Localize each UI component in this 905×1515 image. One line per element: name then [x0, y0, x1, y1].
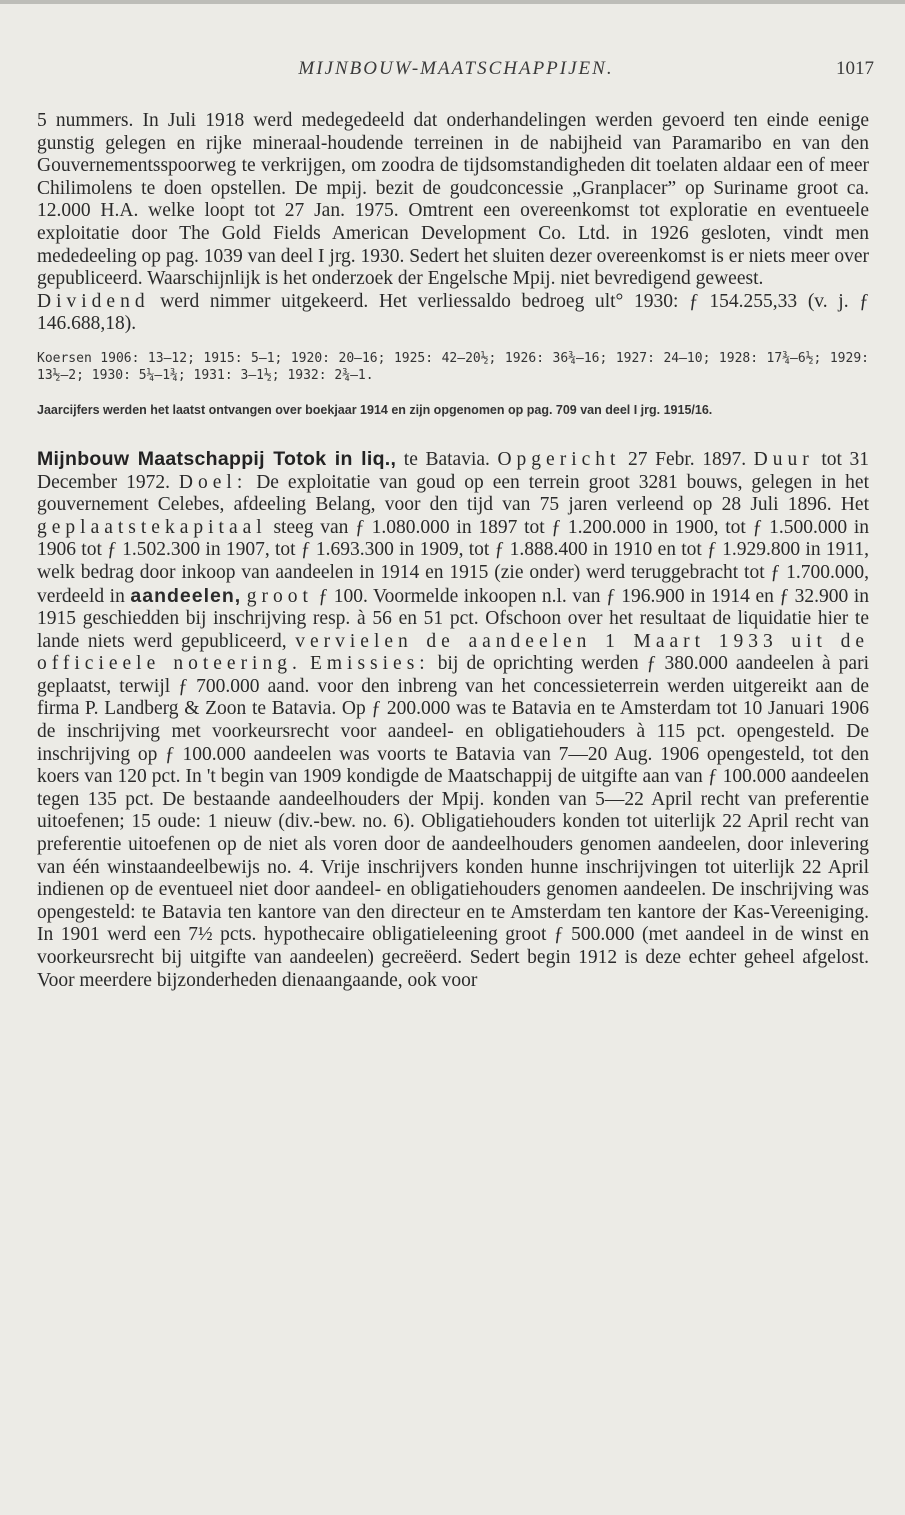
- paragraph-dividend: [37, 291, 869, 336]
- entry-text: steeg van ƒ 1.080.000 in 1897 tot ƒ 1.200.000 in 1900, tot ƒ 1.500.000 in 1906 tot ƒ 1.502.300 in 1907, tot ƒ 1.693.300 in 1909, tot ƒ 1.888.400 in 1910 en tot ƒ 1.929.800 in 1911, welk bedrag door inkoop van aandeelen in 1914 en 1915 (zie onder) werd teruggebracht tot ƒ 1.700.000, verdeeld in: [37, 516, 869, 607]
- koersen-line: Koersen 1906: 13—12; 1915: 5—1; 1920: 20—16; 1925: 42—20½; 1926: 36¾—16; 1927: 24—10; 1928: 17¾—6½; 1929: 13½—2; 1930: 5¼—1¾; 1931: 3—1½; 1932: 2¾—1.: [37, 350, 869, 383]
- dividend-label: Dividend: [37, 290, 150, 312]
- duur-label: Duur: [753, 448, 814, 470]
- entry-text: De exploitatie van goud op een terrein groot 3281 bouws, gelegen in het gouvernement Celebes, afdeeling Belang, voor den tijd van 75 jaren verleend op 28 Juli 1896. Het: [37, 471, 869, 516]
- entry-text: bij de oprichting werden ƒ 380.000 aandeelen à pari geplaatst, terwijl ƒ 700.000 aand. voor den inbreng van het concessieterrein werden uitgereikt aan de firma P. Landberg & Zoon te Batavia. Op ƒ 200.000 was te Batavia en te Amsterdam tot 10 Januari 1906 de inschrijving met voorkeursrecht voor aandeel- en obligatiehouders à 115 pct. opengesteld. De inschrijving op ƒ 100.000 aandeelen was voorts te Batavia van 7—20 Aug. 1906 opengesteld, tot den koers van 120 pct. In 't begin van 1909 kondigde de Maatschappij de uitgifte aan van ƒ 100.000 aandeelen tegen 135 pct. De bestaande aandeelhouders der Mpij. konden van 5—22 April recht van preferentie uitoefenen; 15 oude: 1 nieuw (div.-bew. no. 6). Obligatiehouders konden tot uiterlijk 22 April recht van preferentie uitoefenen op de niet als voren door de aandeelhouders genomen aandeelen, door inlevering van één winstaandeelbewijs no. 4. Vrije inschrijvers konden hunne inschrijvingen tot uiterlijk 22 April indienen op de eventueel niet door aandeel- en obligatiehouders genomen aandeelen. De inschrijving was opengesteld: te Batavia ten kantore van den directeur en te Amsterdam ten kantore der Kas-Vereeniging. In 1901 werd een 7½ pcts. hypothecaire obligatieleening groot ƒ 500.000 (met aandeel in de winst en voorkeursrecht bij uitgifte van aandeelen) gecreëerd. Sedert begin 1912 is deze echter geheel afgelost. Voor meerdere bijzonderheden dienaangaande, ook voor: [37, 653, 870, 991]
- company-entry-totok: [37, 448, 869, 992]
- jaarcijfers-note: Jaarcijfers werden het laatst ontvangen over boekjaar 1914 en zijn opgenomen op pag. 709 van deel I jrg. 1915/16.: [37, 402, 713, 417]
- kapitaal-label: geplaatstekapitaal: [37, 516, 267, 538]
- page-body: [37, 110, 869, 992]
- entry-text: tot 31 December 1972.: [37, 448, 869, 493]
- page-top-edge: [0, 0, 905, 4]
- page-header: [36, 58, 876, 90]
- company-heading: Mijnbouw Maatschappij Totok in liq.,: [37, 447, 397, 470]
- entry-text: ƒ 100. Voormelde inkoopen n.l. van ƒ 196.900 in 1914 en ƒ 32.900 in 1915 geschiedden bij inschrijving resp. à 56 en 51 pct. Ofschoon over het resultaat de liquidatie hier te lande niets werd gepubliceerd,: [37, 585, 870, 652]
- aandeelen-label: aandeelen,: [130, 584, 242, 607]
- groot-label: groot: [246, 585, 313, 607]
- page-number: 1017: [836, 58, 874, 79]
- dividend-text: werd nimmer uitgekeerd. Het verliessaldo bedroeg ult° 1930: ƒ 154.255,33 (v. j. ƒ 146.688,18).: [37, 290, 869, 335]
- entry-text: te Batavia.: [396, 448, 498, 470]
- emissies-label: Emissies:: [309, 653, 430, 675]
- entry-text: [302, 653, 310, 674]
- paragraph-granplacer: 5 nummers. In Juli 1918 werd medegedeeld dat onderhandelingen werden gevoerd ten einde eenige gunstig gelegen en rijke mineraal-houdende terreinen in de nabijheid van Paramaribo en van den Gouvernementsspoorweg te verkrijgen, om zoodra de tijdsomstandigheden dit toelaten aldaar een of meer Chilimolens te doen opstellen. De mpij. bezit de goudconcessie „Granplacer” op Suriname groot ca. 12.000 H.A. welke loopt tot 27 Jan. 1975. Omtrent een overeenkomst tot exploratie en eventueele exploitatie door The Gold Fields American Development Co. Ltd. in 1926 gesloten, vindt men mededeeling op pag. 1039 van deel I jrg. 1930. Sedert het sluiten dezer overeenkomst is er niets meer over gepubliceerd. Waarschijnlijk is het onderzoek der Engelsche Mpij. niet bevredigend geweest.: [37, 110, 869, 290]
- entry-text: 27 Febr. 1897.: [620, 448, 754, 470]
- running-title: MIJNBOUW-MAATSCHAPPIJEN.: [298, 58, 614, 79]
- doel-label: Doel:: [178, 471, 248, 493]
- opgericht-label: Opgericht: [497, 448, 621, 470]
- vervielen-label: vervielen de aandeelen 1 Maart 1933 uit de officieele noteering.: [37, 630, 869, 675]
